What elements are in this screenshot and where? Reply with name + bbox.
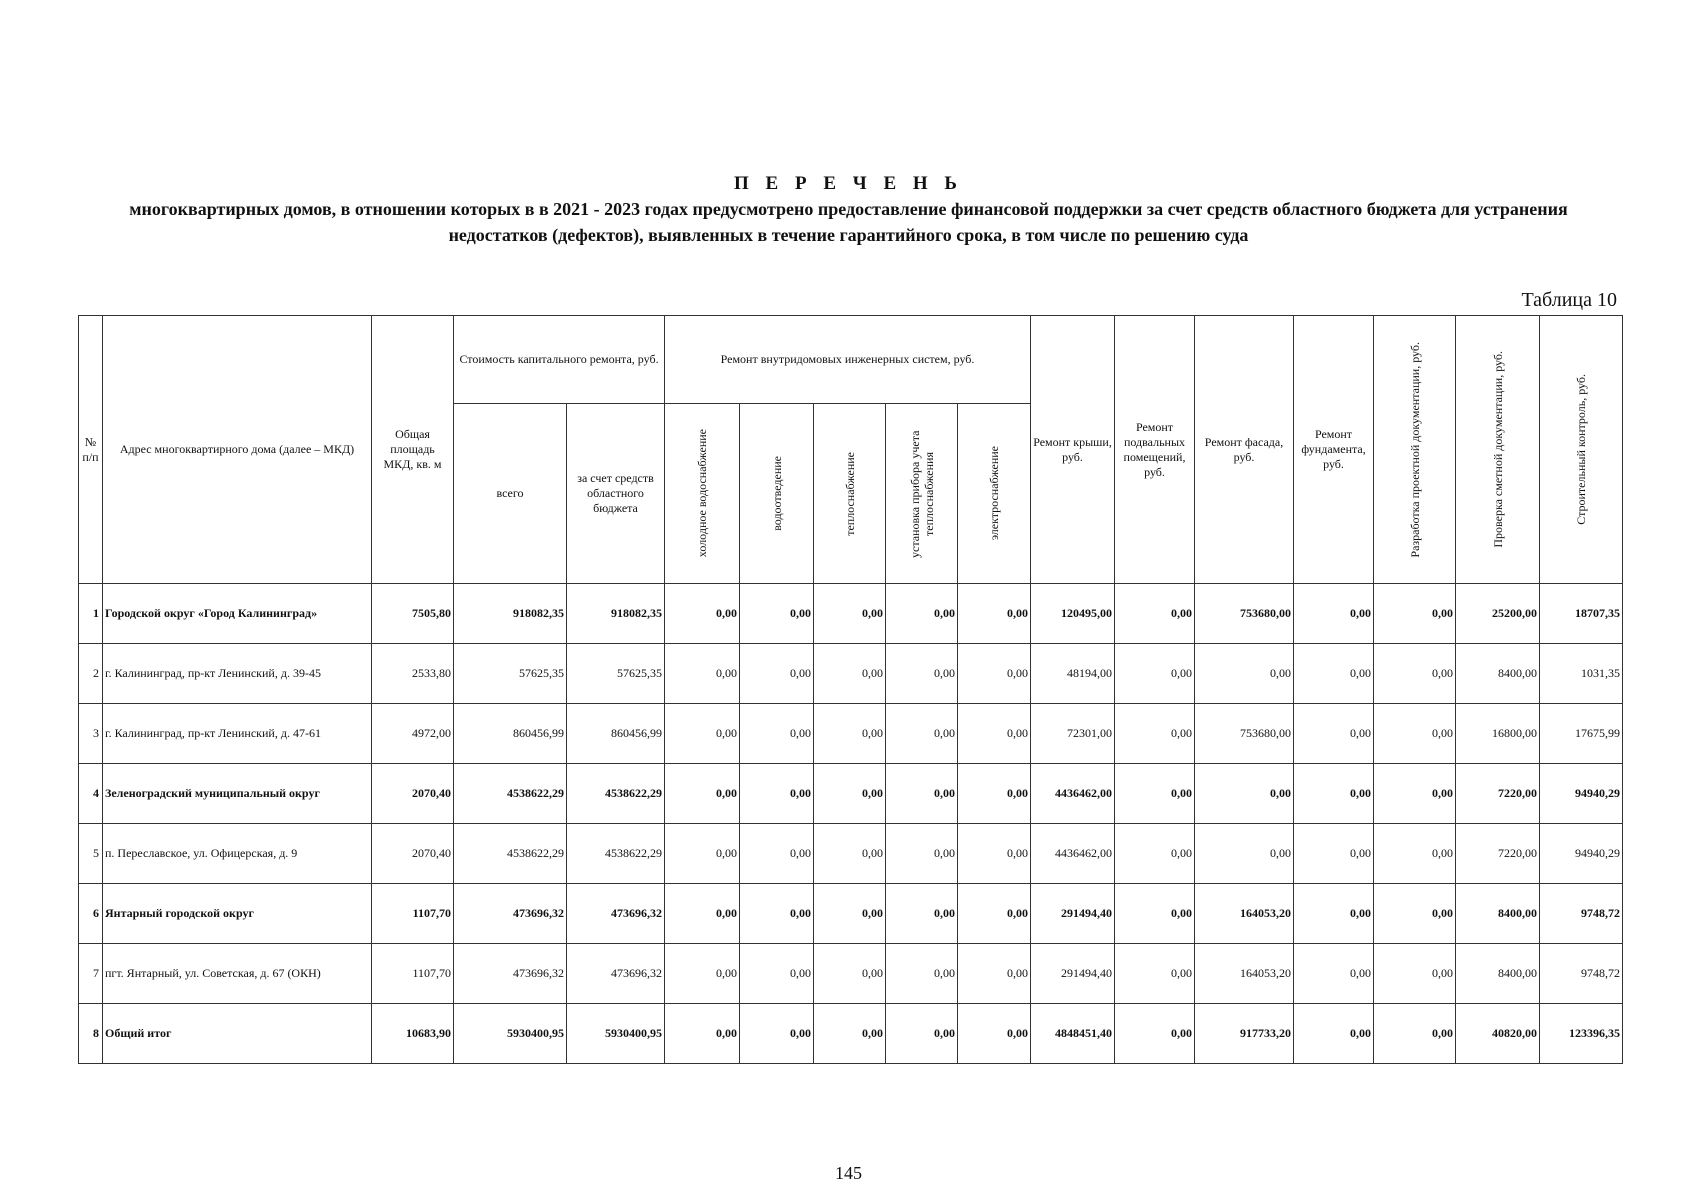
cell-area: 2070,40 [372,764,454,824]
cell-area: 10683,90 [372,1004,454,1064]
cell-foundation: 0,00 [1294,704,1374,764]
header-construction-control [1540,316,1623,584]
cell-control: 17675,99 [1540,704,1623,764]
header-design-docs-text: Разработка проектной документации, руб. [1407,341,1422,558]
table-row [79,1004,1623,1064]
cell-design: 0,00 [1374,884,1456,944]
cell-heating: 0,00 [814,584,886,644]
cell-foundation: 0,00 [1294,584,1374,644]
cell-control: 9748,72 [1540,944,1623,1004]
cell-estimate: 25200,00 [1456,584,1540,644]
cell-area: 1107,70 [372,944,454,1004]
cell-design: 0,00 [1374,764,1456,824]
cell-drainage: 0,00 [740,1004,814,1064]
cell-basement: 0,00 [1115,584,1195,644]
cell-region: 473696,32 [567,884,665,944]
header-systems-group: Ремонт внутридомовых инженерных систем, руб. [665,316,1031,404]
header-construction-control-text: Строительный контроль, руб. [1574,374,1589,525]
cell-heating: 0,00 [814,824,886,884]
cell-address: Янтарный городской округ [103,884,372,944]
cell-design: 0,00 [1374,1004,1456,1064]
cell-meter: 0,00 [886,944,958,1004]
cell-area: 7505,80 [372,584,454,644]
cell-area: 2533,80 [372,644,454,704]
cell-design: 0,00 [1374,704,1456,764]
cell-roof: 4436462,00 [1031,764,1115,824]
cell-address: п. Переславское, ул. Офицерская, д. 9 [103,824,372,884]
cell-num: 1 [79,584,103,644]
cell-address: г. Калининград, пр-кт Ленинский, д. 39-45 [103,644,372,704]
document-heading: П Е Р Е Ч Е Н Ь [734,173,963,194]
cell-area: 4972,00 [372,704,454,764]
cell-estimate: 8400,00 [1456,884,1540,944]
cell-foundation: 0,00 [1294,944,1374,1004]
header-estimate-check-text: Проверка сметной документации, руб. [1490,351,1505,548]
cell-electric: 0,00 [958,584,1031,644]
cell-estimate: 8400,00 [1456,944,1540,1004]
cell-heating: 0,00 [814,644,886,704]
cell-meter: 0,00 [886,1004,958,1064]
cell-electric: 0,00 [958,1004,1031,1064]
cell-region: 57625,35 [567,644,665,704]
header-heating [814,404,886,584]
header-cost-group: Стоимость капитального ремонта, руб. [454,316,665,404]
cell-foundation: 0,00 [1294,1004,1374,1064]
cell-drainage: 0,00 [740,704,814,764]
cell-roof: 48194,00 [1031,644,1115,704]
header-electric [958,404,1031,584]
cell-roof: 291494,40 [1031,944,1115,1004]
cell-total: 4538622,29 [454,764,567,824]
cell-design: 0,00 [1374,944,1456,1004]
cell-facade: 0,00 [1195,824,1294,884]
cell-facade: 164053,20 [1195,884,1294,944]
cell-num: 8 [79,1004,103,1064]
cell-foundation: 0,00 [1294,644,1374,704]
cell-num: 4 [79,764,103,824]
cell-estimate: 8400,00 [1456,644,1540,704]
cell-total: 473696,32 [454,944,567,1004]
cell-control: 123396,35 [1540,1004,1623,1064]
cell-num: 7 [79,944,103,1004]
header-cost-total: всего [454,404,567,584]
cell-area: 1107,70 [372,884,454,944]
cell-roof: 120495,00 [1031,584,1115,644]
cell-facade: 164053,20 [1195,944,1294,1004]
cell-electric: 0,00 [958,704,1031,764]
cell-basement: 0,00 [1115,704,1195,764]
table-row [79,884,1623,944]
cell-meter: 0,00 [886,584,958,644]
table-row [79,584,1623,644]
header-roof: Ремонт крыши, руб. [1031,316,1115,584]
header-cold-water-text: холодное водоснабжение [695,429,709,558]
table-row [79,644,1623,704]
cell-meter: 0,00 [886,884,958,944]
cell-electric: 0,00 [958,884,1031,944]
table-row [79,704,1623,764]
cell-electric: 0,00 [958,644,1031,704]
cell-design: 0,00 [1374,644,1456,704]
document-subtitle: многоквартирных домов, в отношении которых в в 2021 - 2023 годах предусмотрено предоставление финансовой поддержки за счет средств областного бюджета для устранения недостатков (дефектов), выявленных в течение гарантийного срока, в том числе по решению суда [129,199,1568,245]
header-basement: Ремонт подвальных помещений, руб. [1115,316,1195,584]
cell-estimate: 7220,00 [1456,764,1540,824]
cell-total: 5930400,95 [454,1004,567,1064]
cell-roof: 4436462,00 [1031,824,1115,884]
table-body [79,584,1623,1064]
header-drainage [740,404,814,584]
cell-num: 5 [79,824,103,884]
cell-drainage: 0,00 [740,944,814,1004]
cell-facade: 0,00 [1195,764,1294,824]
cell-total: 4538622,29 [454,824,567,884]
table-label: Таблица 10 [1521,289,1617,311]
cell-meter: 0,00 [886,644,958,704]
cell-cold-water: 0,00 [665,644,740,704]
cell-control: 18707,35 [1540,584,1623,644]
table-row [79,764,1623,824]
cell-cold-water: 0,00 [665,584,740,644]
cell-facade: 753680,00 [1195,704,1294,764]
cell-drainage: 0,00 [740,584,814,644]
table-row [79,824,1623,884]
cell-num: 3 [79,704,103,764]
header-address: Адрес многоквартирного дома (далее – МКД) [103,316,372,584]
cell-estimate: 16800,00 [1456,704,1540,764]
cell-region: 918082,35 [567,584,665,644]
cell-cold-water: 0,00 [665,764,740,824]
cell-electric: 0,00 [958,944,1031,1004]
cell-region: 5930400,95 [567,1004,665,1064]
cell-area: 2070,40 [372,824,454,884]
cell-control: 1031,35 [1540,644,1623,704]
cell-foundation: 0,00 [1294,764,1374,824]
cell-heating: 0,00 [814,704,886,764]
cell-region: 860456,99 [567,704,665,764]
cell-drainage: 0,00 [740,824,814,884]
cell-electric: 0,00 [958,764,1031,824]
cell-cold-water: 0,00 [665,1004,740,1064]
cell-heating: 0,00 [814,764,886,824]
header-drainage-text: водоотведение [769,456,784,531]
cell-heating: 0,00 [814,1004,886,1064]
cell-heating: 0,00 [814,884,886,944]
cell-address: Городской округ «Город Калининград» [103,584,372,644]
cell-estimate: 7220,00 [1456,824,1540,884]
cell-facade: 753680,00 [1195,584,1294,644]
header-meter-text: установка прибора учета теплоснабжения [907,429,936,558]
header-foundation: Ремонт фундамента, руб. [1294,316,1374,584]
cell-drainage: 0,00 [740,884,814,944]
cell-meter: 0,00 [886,824,958,884]
page-number: 145 [835,1163,862,1183]
cell-meter: 0,00 [886,764,958,824]
cell-drainage: 0,00 [740,644,814,704]
header-cold-water [665,404,740,584]
cell-basement: 0,00 [1115,1004,1195,1064]
cell-facade: 917733,20 [1195,1004,1294,1064]
header-design-docs [1374,316,1456,584]
cell-total: 860456,99 [454,704,567,764]
cell-heating: 0,00 [814,944,886,1004]
cell-design: 0,00 [1374,824,1456,884]
repair-table [78,315,1623,1064]
cell-control: 9748,72 [1540,884,1623,944]
cell-num: 2 [79,644,103,704]
cell-address: Зеленоградский муниципальный округ [103,764,372,824]
cell-region: 4538622,29 [567,764,665,824]
cell-cold-water: 0,00 [665,884,740,944]
cell-foundation: 0,00 [1294,824,1374,884]
cell-total: 57625,35 [454,644,567,704]
cell-roof: 291494,40 [1031,884,1115,944]
cell-basement: 0,00 [1115,944,1195,1004]
cell-roof: 4848451,40 [1031,1004,1115,1064]
cell-control: 94940,29 [1540,764,1623,824]
cell-address: г. Калининград, пр-кт Ленинский, д. 47-61 [103,704,372,764]
cell-total: 918082,35 [454,584,567,644]
header-estimate-check [1456,316,1540,584]
cell-drainage: 0,00 [740,764,814,824]
cell-meter: 0,00 [886,704,958,764]
header-facade: Ремонт фасада, руб. [1195,316,1294,584]
cell-basement: 0,00 [1115,824,1195,884]
cell-facade: 0,00 [1195,644,1294,704]
cell-foundation: 0,00 [1294,884,1374,944]
cell-roof: 72301,00 [1031,704,1115,764]
header-area: Общая площадь МКД, кв. м [372,316,454,584]
cell-total: 473696,32 [454,884,567,944]
cell-estimate: 40820,00 [1456,1004,1540,1064]
cell-cold-water: 0,00 [665,944,740,1004]
header-electric-text: электроснабжение [987,446,1001,541]
cell-design: 0,00 [1374,584,1456,644]
header-heating-text: теплоснабжение [842,451,857,536]
cell-basement: 0,00 [1115,644,1195,704]
cell-cold-water: 0,00 [665,704,740,764]
cell-address: Общий итог [103,1004,372,1064]
table-row [79,944,1623,1004]
cell-region: 4538622,29 [567,824,665,884]
cell-num: 6 [79,884,103,944]
cell-region: 473696,32 [567,944,665,1004]
cell-basement: 0,00 [1115,764,1195,824]
header-meter [886,404,958,584]
cell-address: пгт. Янтарный, ул. Советская, д. 67 (ОКН) [103,944,372,1004]
cell-basement: 0,00 [1115,884,1195,944]
cell-control: 94940,29 [1540,824,1623,884]
cell-cold-water: 0,00 [665,824,740,884]
header-num: № п/п [79,316,103,584]
header-cost-region: за счет средств областного бюджета [567,404,665,584]
cell-electric: 0,00 [958,824,1031,884]
table-header [79,316,1623,584]
document-title-block [0,172,1697,248]
